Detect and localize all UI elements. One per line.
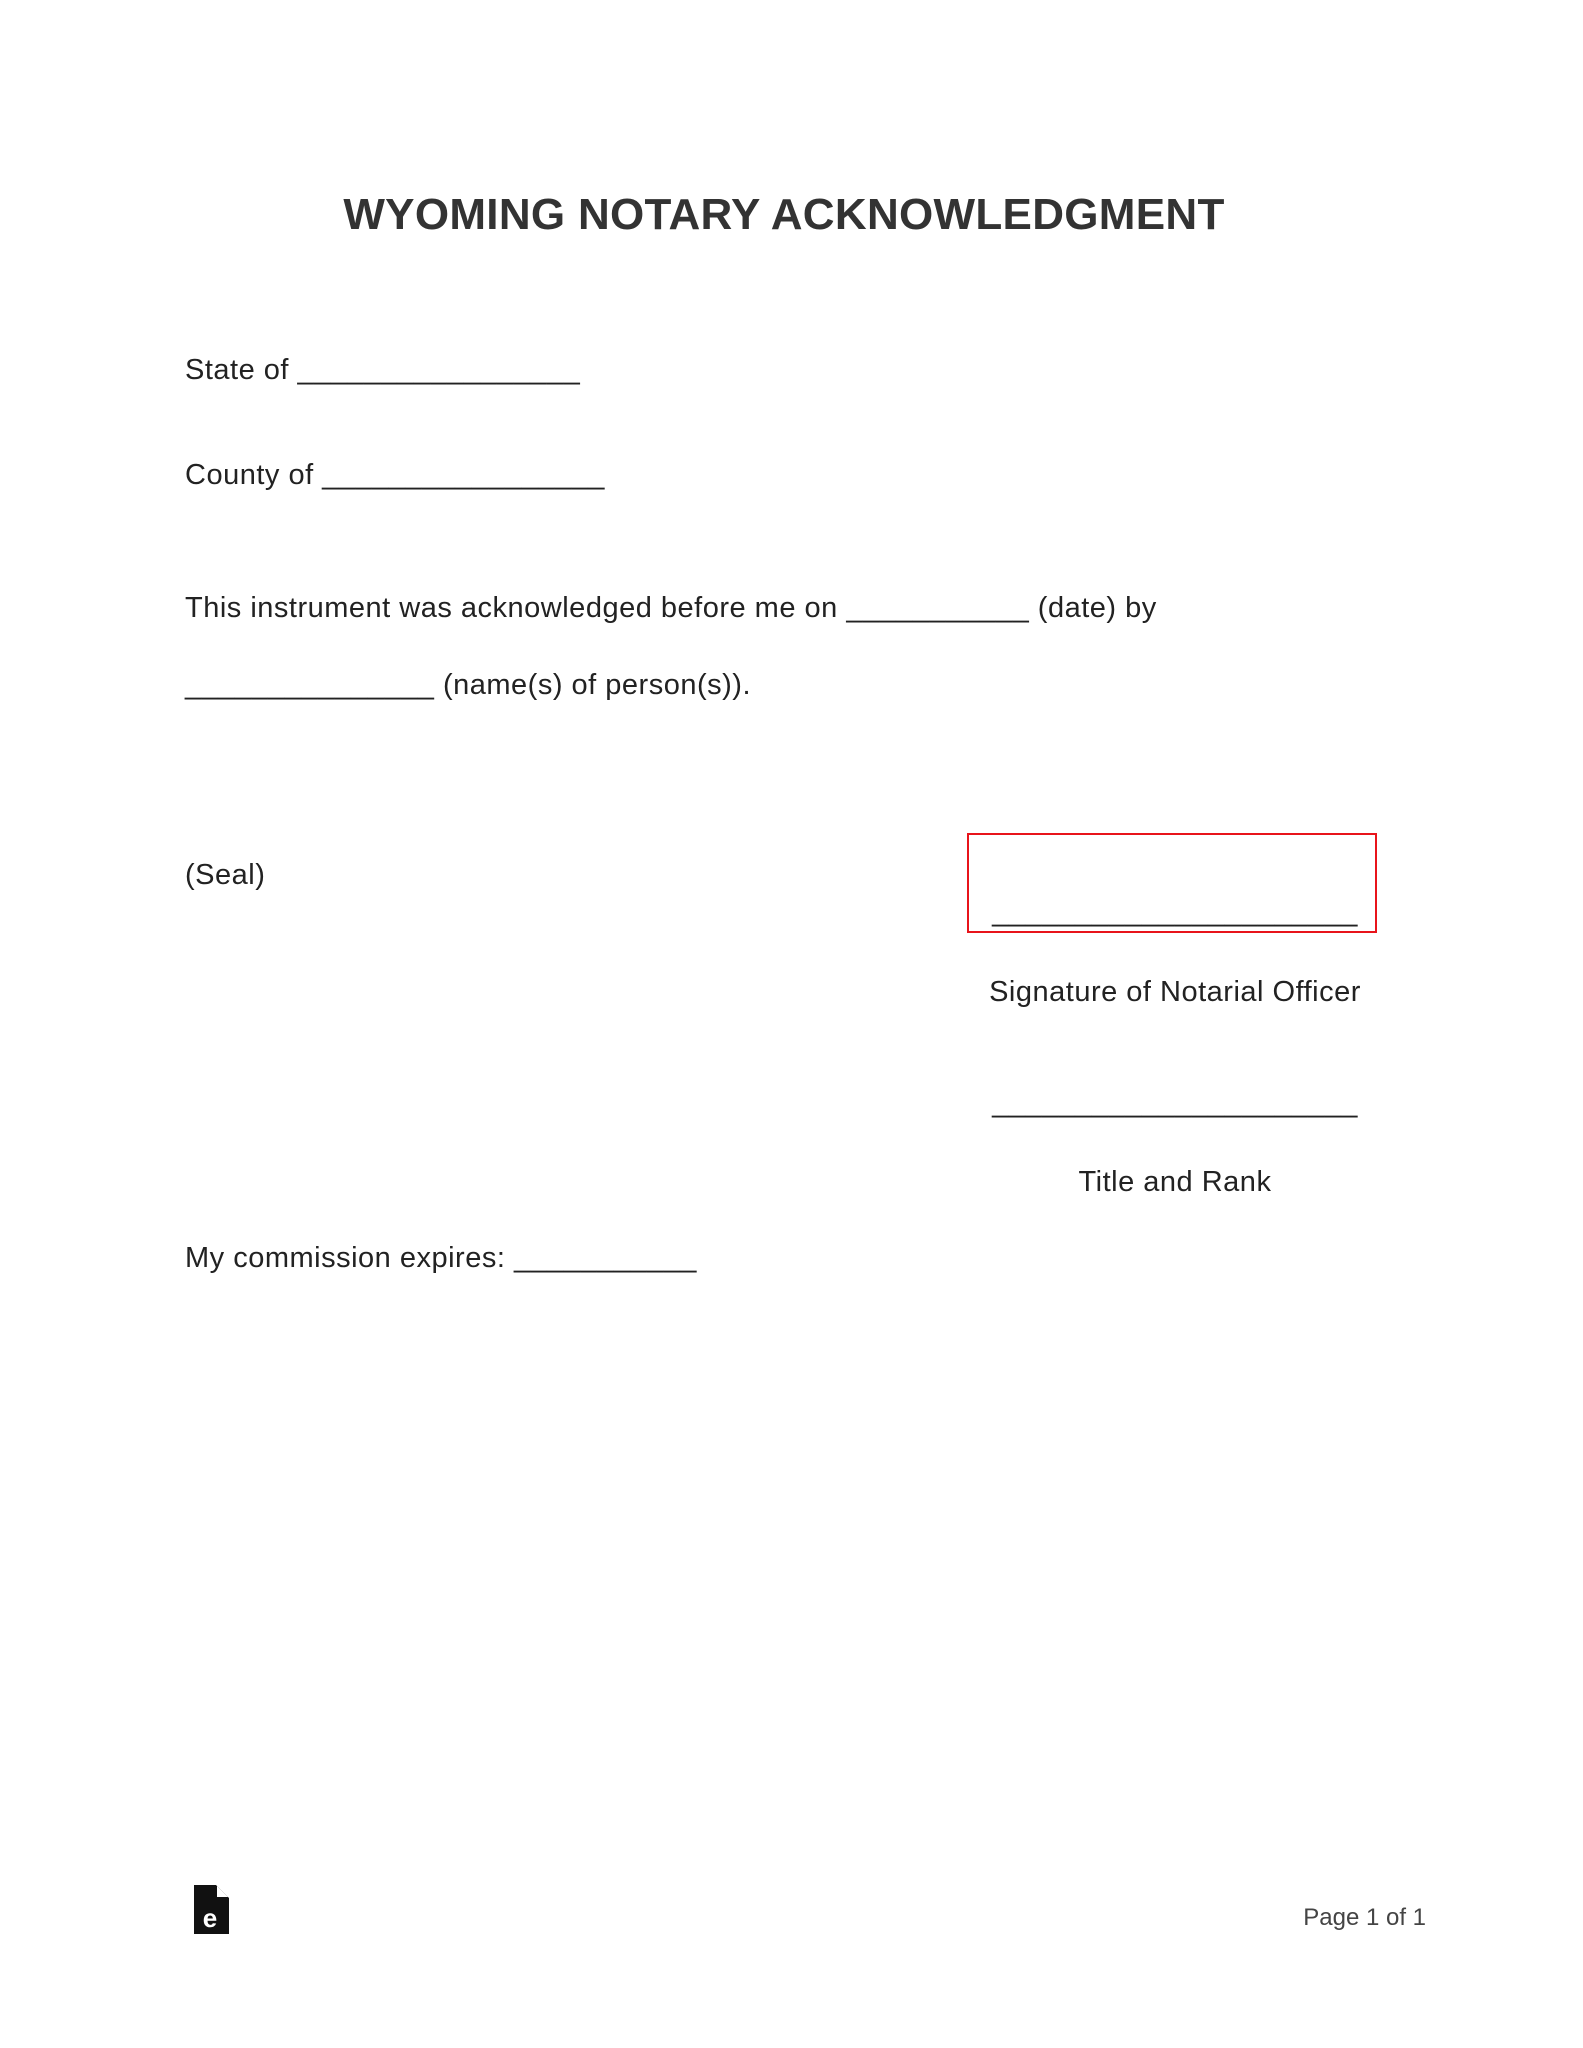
title-rank-line[interactable]: ______________________ — [992, 1087, 1358, 1119]
acknowledgment-text-line1: This instrument was acknowledged before me on ___________ (date) by — [185, 592, 1157, 624]
acknowledgment-text-line2: _______________ (name(s) of person(s)). — [185, 669, 751, 701]
signature-line[interactable]: ______________________ — [992, 896, 1358, 928]
eforms-logo-icon — [194, 1885, 229, 1934]
logo-letter: e — [202, 1903, 218, 1933]
commission-expires-field: My commission expires: ___________ — [185, 1242, 697, 1274]
page-number: Page 1 of 1 — [1303, 1904, 1426, 1931]
title-rank-label: Title and Rank — [1078, 1166, 1272, 1198]
state-field: State of _________________ — [185, 354, 581, 386]
signature-label: Signature of Notarial Officer — [989, 976, 1361, 1008]
document-title: WYOMING NOTARY ACKNOWLEDGMENT — [343, 190, 1225, 239]
county-field: County of _________________ — [185, 459, 605, 491]
seal-label: (Seal) — [185, 859, 266, 891]
